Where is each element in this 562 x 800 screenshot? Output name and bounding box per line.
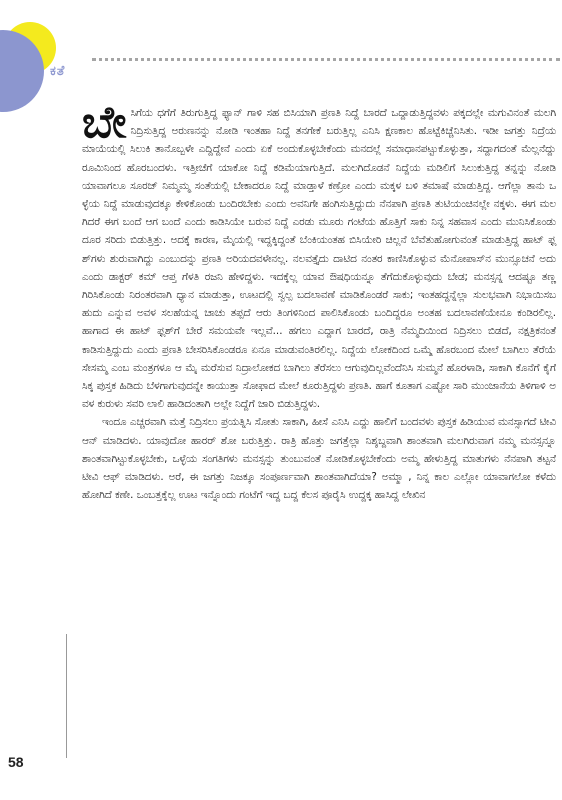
first-paragraph — [82, 97, 556, 413]
first-paragraph-text: ಸಿಗೆಯ ಧಗೆಗೆ ತಿರುಗುತ್ತಿದ್ದ ಫ್ಯಾನ್ ಗಾಳಿ ಸಹ ಬಿಸಿಯಾಗಿ ಪ್ರಣತಿ ನಿದ್ದೆ ಬಾರದೆ ಒದ್ದಾಡುತ್ತಿದ್ದವಳು ಪಕ್ಕದಲ್ಲೇ ಮಗುವಿನಂತೆ ಮಲಗಿ ನಿದ್ರಿಸುತ್ತಿದ್ದ ಅರುಣನನ್ನು ನೋಡಿ ಇಂತಹಾ ನಿದ್ದೆ ತನಗೇಕೆ ಬರುತ್ತಿಲ್ಲ ಎನಿಸಿ ಕ್ಷಣಕಾಲ ಹೊಟ್ಟೆಕಿಚ್ಚೆನಿಸಿತು. ಇಡೀ ಜಗತ್ತು ನಿದ್ರೆಯ ಮಾಯೆಯಲ್ಲಿ ಸಿಲುಕಿ ತಾನೊಬ್ಬಳೇ ಎದ್ದಿದ್ದೇನೆ ಎಂದು ಏಕೆ ಅಂದುಕೊಳ್ಳಬೇಕೆಂದು ಮನದಲ್ಲೆ ಸಮಾಧಾನಪಟ್ಟುಕೊಳ್ಳುತ್ತಾ, ಸದ್ದಾಗದಂತೆ ಮೆಲ್ಲನೆದ್ದು ರೂಮಿನಿಂದ ಹೊರಬಂದಳು. ಇತ್ತೀಚೆಗೆ ಯಾಕೋ ನಿದ್ದೆ ಕಡಿಮೆಯಾಗುತ್ತಿದೆ. ಮಲಗಿದೊಡನೆ ನಿದ್ದೆಯ ಮಡಿಲಿಗೆ ಸಿಲುಕುತ್ತಿದ್ದ ತನ್ನನ್ನು ನೋಡಿ ಯಾವಾಗಲೂ ಸೂರಜ್ ನಿಮ್ಮಮ್ಮ ಸಂತೆಯಲ್ಲಿ ಬೇಕಾದರೂ ನಿದ್ದೆ ಮಾಡ್ತಾಳೆ ಕಣ್ರೋ ಎಂದು ಮಕ್ಕಳ ಬಳಿ ತಮಾಷೆ ಮಾಡುತ್ತಿದ್ದ. ಆಗೆಲ್ಲಾ ತಾನು ಒಳ್ಳೆಯ ನಿದ್ದೆ ಮಾಡುವುದಕ್ಕೂ ಕೇಳಿಕೊಂಡು ಬಂದಿರಬೇಕು ಎಂದು ಅವನಿಗೇ ಹಂಗಿಸುತ್ತಿದ್ದುದು ನೆನಪಾಗಿ ಪ್ರಣತಿ ತುಟಿಯಂಚಿನಲ್ಲೇ ನಕ್ಕಳು. ಈಗ ಮಲಗಿದರೆ ಈಗ ಬಂದೆ ಆಗ ಬಂದೆ ಎಂದು ಕಾಡಿಸಿಯೇ ಬರುವ ನಿದ್ದೆ ಎರಡು ಮೂರು ಗಂಟೆಯ ಹೊತ್ತಿಗೆ ಸಾಕು ನಿನ್ನ ಸಹವಾಸ ಎಂದು ಮುನಿಸಿಕೊಂಡು ದೂರ ಸರಿದು ಬಿಡುತ್ತಿತ್ತು. ಅದಕ್ಕೆ ಕಾರಣ, ಮೈಯಲ್ಲಿ ಇದ್ದಕ್ಕಿದ್ದಂತೆ ಬೆಂಕಿಯಂತಹ ಬಿಸಿಯೇರಿ ಚಿಲ್ಲನೆ ಬೆವೆತುಹೋಗುವಂತೆ ಮಾಡುತ್ತಿದ್ದ ಹಾಟ್ ಫ್ಲಶ್‌ಗಳು ಶುರುವಾಗಿದ್ದು ಎಂಬುದನ್ನು ಪ್ರಣತಿ ಅರಿಯದವಳೇನಲ್ಲ. ನಲವತ್ತೈದು ದಾಟಿದ ನಂತರ ಕಾಣಿಸಿಕೊಳ್ಳುವ ಮೆನೋಪಾಸ್‌ನ ಮುನ್ಸೂಚನೆ ಅದು ಎಂದು ಡಾಕ್ಟರ್ ಕಮ್ ಆಪ್ತ ಗೆಳತಿ ರಜನಿ ಹೇಳಿದ್ದಳು. ಇದಕ್ಕೆಲ್ಲ ಯಾವ ಔಷಧಿಯನ್ನೂ ತೆಗೆದುಕೊಳ್ಳುವುದು ಬೇಡ; ಮನಸ್ಸನ್ನ ಆದಷ್ಟೂ ತಣ್ಣಗಿರಿಸಿಕೊಂಡು ನಿರಂತರವಾಗಿ ಧ್ಯಾನ ಮಾಡುತ್ತಾ, ಊಟದಲ್ಲಿ ಸ್ವಲ್ಪ ಬದಲಾವಣೆ ಮಾಡಿಕೊಂಡರೆ ಸಾಕು; ಇಂತಹದ್ದನ್ನೆಲ್ಲಾ ಸುಲಭವಾಗಿ ನಿಭಾಯಿಸಬಹುದು ಎನ್ನುವ ಅವಳ ಸಲಹೆಯನ್ನ ಚಾಚು ತಪ್ಪದೆ ಆರು ತಿಂಗಳಿನಿಂದ ಪಾಲಿಸಿಕೊಂಡು ಬಂದಿದ್ದರೂ ಅಂತಹ ಬದಲಾವಣೆಯೇನೂ ಕಂಡಿರಲಿಲ್ಲ. ಹಾಗಾದ ಈ ಹಾಟ್ ಫ್ಲಶ್‌ಗೆ ಬೇರೆ ಸಮಯವೇ ಇಲ್ಲವೆ... ಹಗಲು ಎದ್ದಾಗ ಬಾರದೆ, ರಾತ್ರಿ ನೆಮ್ಮದಿಯಿಂದ ನಿದ್ರಿಸಲು ಬಿಡದೆ, ನಕ್ಷತ್ರಿಕನಂತೆ ಕಾಡಿಸುತ್ತಿದ್ದುದು ಎಂದು ಪ್ರಣತಿ ಬೇಸರಿಸಿಕೊಂಡರೂ ಏನೂ ಮಾಡುವಂತಿರಲಿಲ್ಲ. ನಿದ್ದೆಯ ಲೋಕದಿಂದ ಒಮ್ಮೆ ಹೊರಬಂದ ಮೇಲೆ ಬಾಗಿಲು ತೆರೆಯೆ ಸೇಸಮ್ಮ ಎಂಬ ಮಂತ್ರಗಳೂ ಆ ಮೈ ಮರೆಸುವ ನಿದ್ರಾಲೋಕದ ಬಾಗಿಲು ತೆರೆಸಲು ಆಗುವುದಿಲ್ಲವೆಂದೆನಿಸಿ ಸುಮ್ಮನೆ ಹೊರಳಾಡಿ, ಸಾಕಾಗಿ ಕೊನೆಗೆ ಕೈಗೆ ಸಿಕ್ಕ ಪುಸ್ತಕ ಹಿಡಿದು ಬೆಳಗಾಗುವುದನ್ನೇ ಕಾಯುತ್ತಾ ಸೋಫಾದ ಮೇಲೆ ಕೂರುತ್ತಿದ್ದಳು ಪ್ರಣತಿ. ಹಾಗೆ ಕೂತಾಗ ಎಷ್ಟೋ ಸಾರಿ ಮುಂಜಾನೆಯ ತಿಳಿಗಾಳಿ ಅವಳ ಕುರುಳು ಸವರಿ ಲಾಲಿ ಹಾಡಿದಂತಾಗಿ ಅಲ್ಲೇ ನಿದ್ದೆಗೆ ಜಾರಿ ಬಿಡುತ್ತಿದ್ದಳು. — [82, 107, 556, 411]
page-number: 58 — [8, 754, 24, 770]
page-number-rule — [66, 634, 67, 758]
dotted-header-rule — [92, 58, 560, 61]
article-body — [82, 97, 556, 504]
second-paragraph: ಇಂದೂ ಎಚ್ಚರವಾಗಿ ಮತ್ತೆ ನಿದ್ರಿಸಲು ಪ್ರಯತ್ನಿಸಿ ಸೋತು ಸಾಕಾಗಿ, ಹೀಸೆ ಎನಿಸಿ ಎದ್ದು ಹಾಲಿಗೆ ಬಂದವಳು ಪುಸ್ತಕ ಹಿಡಿಯುವ ಮನಸ್ಸಾಗದೆ ಟೀವಿ ಆನ್ ಮಾಡಿದಳು. ಯಾವುದೋ ಹಾರರ್ ಶೋ ಬರುತ್ತಿತ್ತು. ರಾತ್ರಿ ಹೊತ್ತು ಜಗತ್ತೆಲ್ಲಾ ನಿಶ್ಶಬ್ದವಾಗಿ ಶಾಂತವಾಗಿ ಮಲಗಿರುವಾಗ ನಮ್ಮ ಮನಸ್ಸನ್ನೂ ಶಾಂತವಾಗಿಟ್ಟುಕೊಳ್ಳಬೇಕು, ಒಳ್ಳೆಯ ಸಂಗತಿಗಳು ಮನಸ್ಸನ್ನು ತುಂಬುವಂತೆ ನೋಡಿಕೊಳ್ಳಬೇಕೆಂದು ಅಮ್ಮ ಹೇಳುತ್ತಿದ್ದ ಮಾತುಗಳು ನೆನಪಾಗಿ ತಟ್ಟನೆ ಟೀವಿ ಆಫ್ ಮಾಡಿದಳು. ಅರೆ, ಈ ಜಗತ್ತು ನಿಜಕ್ಕೂ ಸಂಪೂರ್ಣವಾಗಿ ಶಾಂತವಾಗಿದೆಯಾ? ಅಮ್ಮಾ , ನಿನ್ನ ಕಾಲ ಎಲ್ಲೋ ಯಾವಾಗಲೋ ಕಳೆದು ಹೋಗಿದೆ ಕಣೇ. ಒಂಬತ್ತಕ್ಕೆಲ್ಲ ಊಟ ಇನ್ನೊಂದು ಗಂಟೆಗೆ ಇದ್ದ ಬದ್ದ ಕೆಲಸ ಪೂರೈಸಿ ಉದ್ದಕ್ಕ ಹಾಸಿದ್ದ ಲೇಖಿನ — [82, 416, 556, 502]
drop-cap: ಬೇ — [82, 97, 127, 148]
section-label: ಕತೆ — [50, 64, 66, 79]
